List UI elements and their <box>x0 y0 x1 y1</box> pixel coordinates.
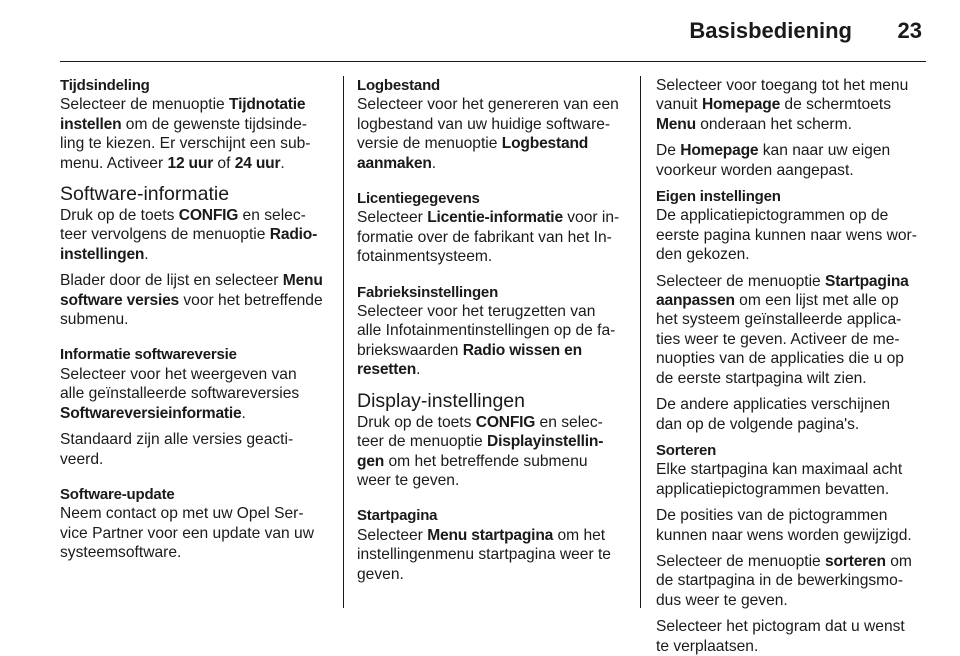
section-heading: Startpagina <box>357 507 438 525</box>
section-heading: Eigen instellingen <box>656 188 781 206</box>
paragraph: Selecteer de menuoptie Startpagina aanpassen om een lijst met alle op het systeem geïnstalleerde applica- ties weer te geven. Activeer de me- nuopties van de applicaties die u op de eerste startpagina wilt zien. <box>656 272 909 387</box>
section-title: Software-informatie <box>60 183 230 206</box>
paragraph: Selecteer Licentie-informatie voor in- formatie over de fabrikant van het In- fotainmentsysteem. <box>357 209 620 266</box>
section-heading: Tijdsindeling <box>60 77 150 94</box>
column-divider <box>640 76 641 608</box>
paragraph: Selecteer voor het genereren van een logbestand van uw huidige software- versie de menuoptie Logbestand aanmaken. <box>357 96 619 172</box>
paragraph: Druk op de toets CONFIG en selec- teer de menuoptie Displayinstellin- gen om het betreffende submenu weer te geven. <box>357 413 604 489</box>
column-divider <box>343 76 344 608</box>
paragraph: De posities van de pictogrammen kunnen naar wens worden gewijzigd. <box>656 507 912 544</box>
paragraph: De applicatiepictogrammen op de eerste pagina kunnen naar wens wor- den gekozen. <box>656 207 917 264</box>
paragraph: Selecteer het pictogram dat u wenst te verplaatsen. <box>656 618 905 655</box>
paragraph: Blader door de lijst en selecteer Menu software versies voor het betreffende submenu. <box>60 272 323 329</box>
page-title: Basisbediening <box>689 18 852 43</box>
section-heading: Sorteren <box>656 441 717 459</box>
paragraph: Selecteer de menuoptie Tijdnotatie instellen om de gewenste tijdsinde- ling te kiezen. Er verschijnt een sub- menu. Activeer 12 uur of 24 uur. <box>60 96 311 172</box>
paragraph: Standaard zijn alle versies geacti- veerd. <box>60 431 294 468</box>
section-heading: Logbestand <box>357 77 440 94</box>
paragraph: Selecteer de menuoptie sorteren om de startpagina in de bewerkingsmo- dus weer te geven. <box>656 552 912 609</box>
column-1 <box>60 76 332 563</box>
section-title: Display-instellingen <box>357 389 525 412</box>
column-2 <box>357 76 627 584</box>
section-heading: Informatie softwareversie <box>60 346 237 364</box>
section-heading: Software-update <box>60 485 175 503</box>
paragraph: Neem contact op met uw Opel Ser- vice Partner voor een update van uw systeemsoftware. <box>60 505 314 562</box>
paragraph: Selecteer voor het weergeven van alle geïnstalleerde softwareversies Softwareversieinformatie. <box>60 365 300 422</box>
column-3 <box>656 76 926 656</box>
paragraph: Selecteer voor het terugzetten van alle Infotainmentinstellingen op de fa- briekswaarden Radio wissen en resetten. <box>357 303 616 379</box>
paragraph: Druk op de toets CONFIG en selec- teer vervolgens de menuoptie Radio- instellingen. <box>60 207 318 263</box>
paragraph: De andere applicaties verschijnen dan op de volgende pagina's. <box>656 396 891 433</box>
paragraph: Elke startpagina kan maximaal acht applicatiepictogrammen bevatten. <box>656 461 903 498</box>
paragraph: Selecteer Menu startpagina om het instellingenmenu startpagina weer te geven. <box>357 526 611 583</box>
section-heading: Licentiegegevens <box>357 190 480 208</box>
section-heading: Fabrieksinstellingen <box>357 283 499 301</box>
paragraph: De Homepage kan naar uw eigen voorkeur worden aangepast. <box>656 142 891 179</box>
page-header <box>60 0 926 62</box>
page-number: 23 <box>897 18 922 43</box>
paragraph: Selecteer voor toegang tot het menu vanuit Homepage de schermtoets Menu onderaan het scherm. <box>656 77 909 133</box>
